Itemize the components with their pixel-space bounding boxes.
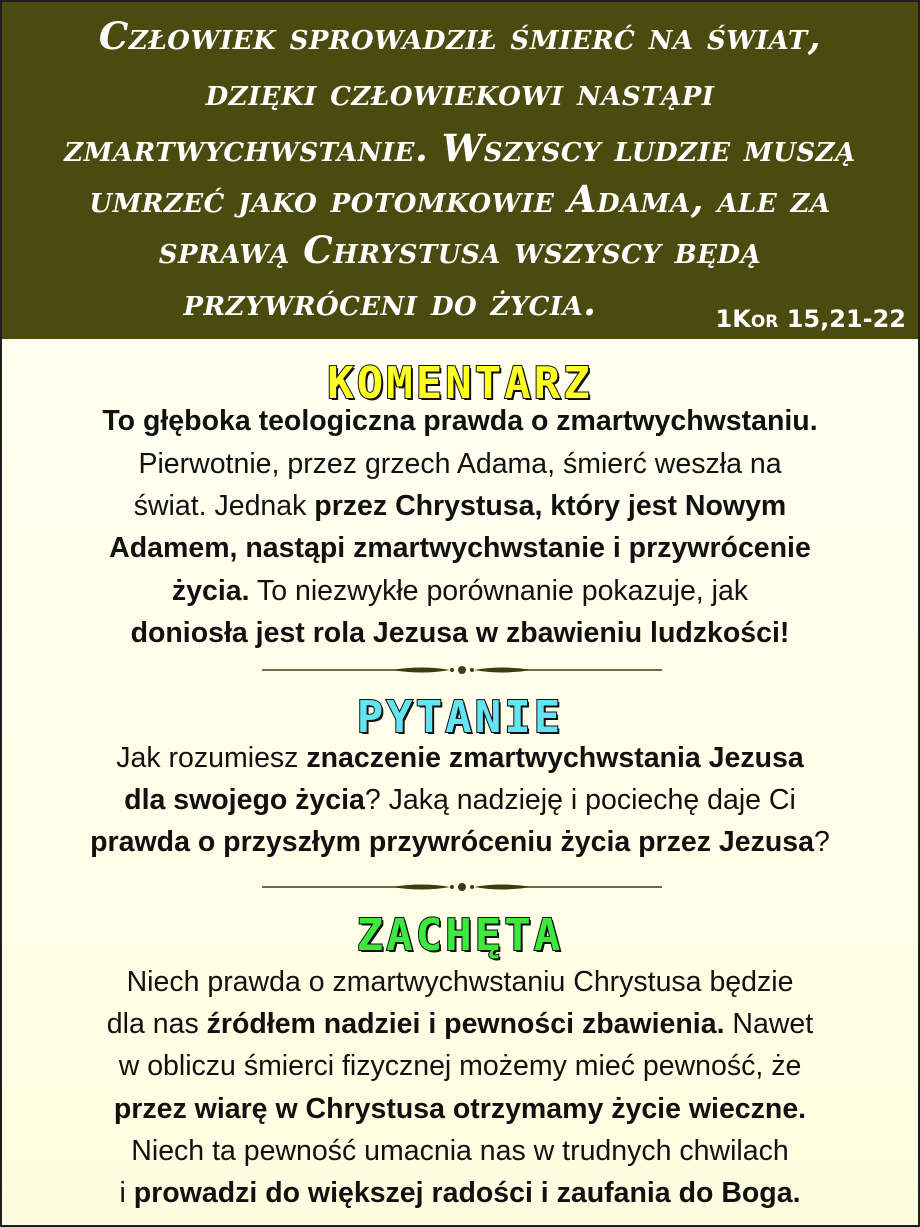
text-segment: Pierwotnie, przez grzech Adama, śmierć weszła na: [138, 448, 782, 480]
pytanie-heading: PYTANIE: [356, 692, 564, 743]
text-segment: dla nas: [106, 1008, 207, 1040]
text-segment: świat. Jednak: [133, 490, 315, 522]
komentarz-line: [2, 488, 918, 524]
verse-line: umrzeć jako potomkowie Adama, ale za: [89, 177, 831, 221]
verse-line: zmartwychwstanie. Wszyscy ludzie muszą: [64, 126, 856, 170]
bold-text: dla swojego życia: [124, 784, 365, 816]
komentarz-line: [2, 573, 918, 609]
text-segment: Niech ta pewność umacnia nas w trudnych chwilach: [131, 1135, 789, 1167]
verse-line: Człowiek sprowadził śmierć na świat,: [98, 14, 822, 58]
komentarz-line: [2, 615, 918, 651]
ornament-divider: [262, 663, 662, 677]
bold-text: prawda o przyszłym przywróceniu życia przez Jezusa: [90, 826, 814, 858]
text-segment: To niezwykłe porównanie pokazuje, jak: [249, 575, 749, 607]
verse-line: przywróceni do życia.: [183, 280, 597, 324]
pytanie-line: [2, 824, 918, 860]
verse-line: sprawą Chrystusa wszyscy będą: [158, 228, 762, 272]
zacheta-line: [2, 1175, 918, 1211]
text-segment: i: [119, 1177, 134, 1209]
pytanie-line: [2, 782, 918, 818]
zacheta-line: [2, 1006, 918, 1042]
text-segment: Jak rozumiesz: [116, 742, 307, 774]
komentarz-line: [2, 446, 918, 482]
bold-text: Adamem, nastąpi zmartwychwstanie i przywrócenie: [109, 532, 811, 564]
zacheta-line: [2, 964, 918, 1000]
bold-text: życia.: [171, 575, 250, 607]
bold-text: doniosła jest rola Jezusa w zbawieniu ludzkości!: [130, 617, 790, 649]
bold-text: prowadzi do większej radości i zaufania do Boga.: [133, 1177, 801, 1209]
text-segment: Nawet: [724, 1008, 814, 1040]
komentarz-line: [2, 403, 918, 439]
verse-line: dzięki człowiekowi nastąpi: [205, 70, 715, 114]
zacheta-line: [2, 1091, 918, 1127]
text-segment: w obliczu śmierci fizycznej możemy mieć pewność, że: [118, 1050, 802, 1082]
text-segment: ? Jaką nadzieję i pociechę daje Ci: [364, 784, 796, 816]
bold-text: To głęboka teologiczna prawda o zmartwychwstaniu.: [102, 405, 818, 437]
bold-text: znaczenie zmartwychwstania Jezusa: [306, 742, 804, 774]
text-segment: ?: [813, 826, 830, 858]
zacheta-line: [2, 1048, 918, 1084]
content-area: [2, 339, 918, 1227]
bold-text: źródłem nadziei i pewności zbawienia.: [206, 1008, 725, 1040]
komentarz-line: [2, 530, 918, 566]
ornament-divider: [262, 880, 662, 894]
komentarz-heading: KOMENTARZ: [327, 358, 593, 409]
bold-text: przez Chrystusa, który jest Nowym: [314, 490, 787, 522]
zacheta-heading: ZACHĘTA: [356, 910, 564, 961]
verse-reference: 1Kor 15,21-22: [715, 305, 906, 333]
text-segment: Niech prawda o zmartwychwstaniu Chrystusa będzie: [126, 966, 794, 998]
bold-text: przez wiarę w Chrystusa otrzymamy życie wieczne.: [113, 1093, 807, 1125]
zacheta-line: [2, 1133, 918, 1169]
pytanie-line: [2, 740, 918, 776]
verse-banner: [2, 2, 918, 339]
